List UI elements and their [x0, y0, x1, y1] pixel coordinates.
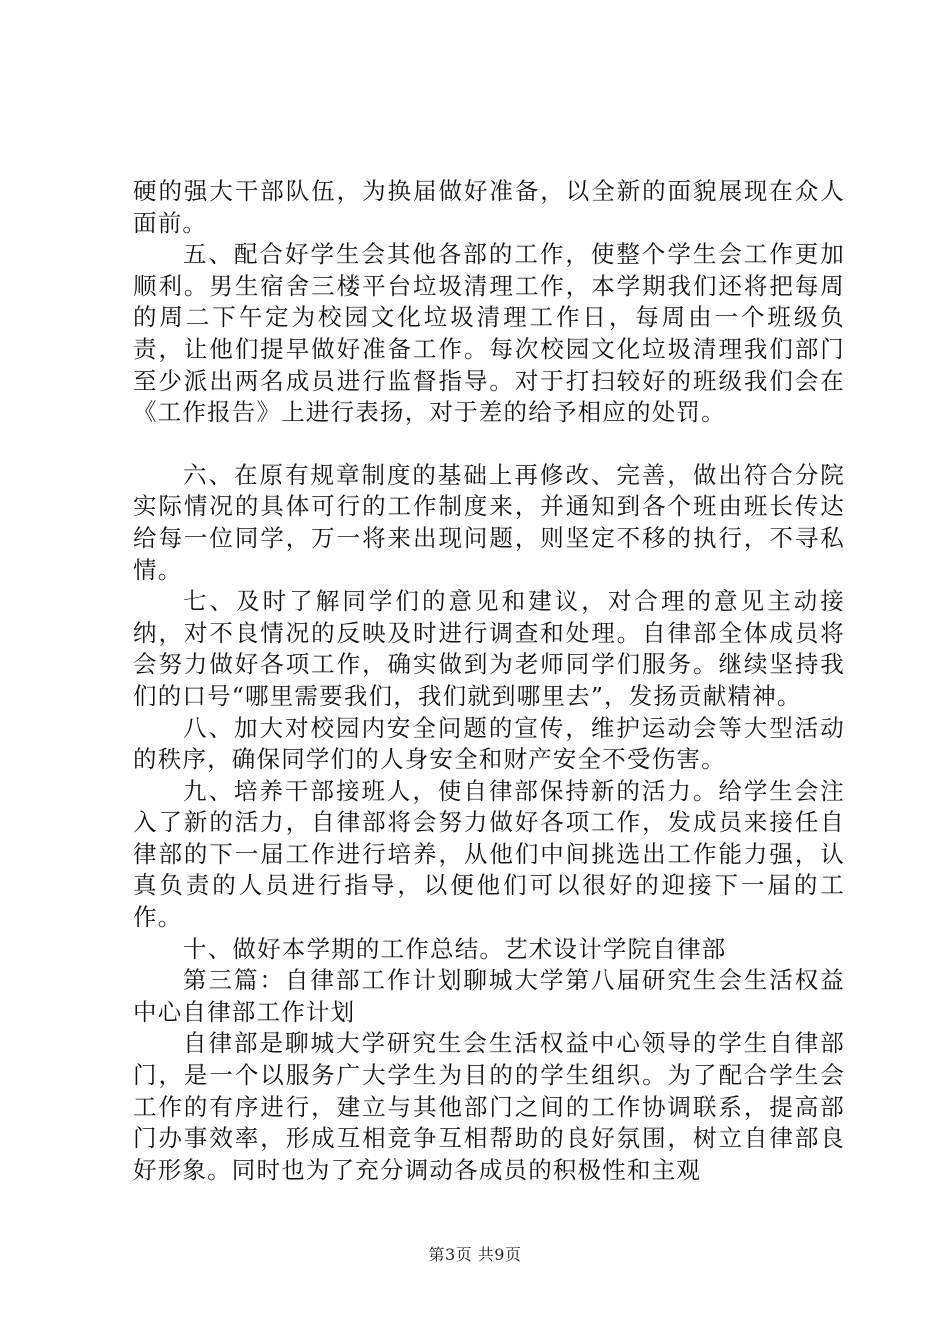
paragraph-item-7: 七、及时了解同学们的意见和建议，对合理的意见主动接纳，对不良情况的反映及时进行调查和处理。自律部全体成员将会努力做好各项工作，确实做到为老师同学们服务。继续坚持我们的口号“哪里需要我们，我们就到哪里去”，发扬贡献精神。 [133, 587, 845, 710]
section-heading: 第三篇：自律部工作计划聊城大学第八届研究生会生活权益中心自律部工作计划 [133, 966, 845, 1026]
paragraph-item-10: 十、做好本学期的工作总结。艺术设计学院自律部 [183, 934, 727, 963]
paragraph-item-5: 五、配合好学生会其他各部的工作，使整个学生会工作更加顺利。男生宿舍三楼平台垃圾清理工作，本学期我们还将把每周的周二下午定为校园文化垃圾清理工作日，每周由一个班级负责，让他们提早做好准备工作。每次校园文化垃圾清理我们部门至少派出两名成员进行监督指导。对于打扫较好的班级我们会在《工作报告》上进行表扬，对于差的给予相应的处罚。 [133, 240, 845, 427]
paragraph-intro: 自律部是聊城大学研究生会生活权益中心领导的学生自律部门，是一个以服务广大学生为目的的学生组织。为了配合学生会工作的有序进行，建立与其他部门之间的工作协调联系，提高部门办事效率，形成互相竞争互相帮助的良好氛围，树立自律部良好形象。同时也为了充分调动各成员的积极性和主观 [133, 1029, 845, 1184]
paragraph-item-9: 九、培养干部接班人，使自律部保持新的活力。给学生会注入了新的活力，自律部将会努力做好各项工作，发成员来接任自律部的下一届工作进行培养，从他们中间挑选出工作能力强，认真负责的人员进行指导，以便他们可以很好的迎接下一届的工作。 [133, 776, 845, 932]
paragraph-continuation: 硬的强大干部队伍，为换届做好准备，以全新的面貌展现在众人面前。 [133, 177, 845, 237]
paragraph-item-8: 八、加大对校园内安全问题的宣传，维护运动会等大型活动的秩序，确保同学们的人身安全和财产安全不受伤害。 [133, 713, 845, 774]
paragraph-item-6: 六、在原有规章制度的基础上再修改、完善，做出符合分院实际情况的具体可行的工作制度来，并通知到各个班由班长传达给每一位同学，万一将来出现问题，则坚定不移的执行，不寻私情。 [133, 460, 845, 584]
page-number-footer: 第3页 共9页 [428, 1245, 522, 1264]
document-body [133, 176, 845, 1186]
